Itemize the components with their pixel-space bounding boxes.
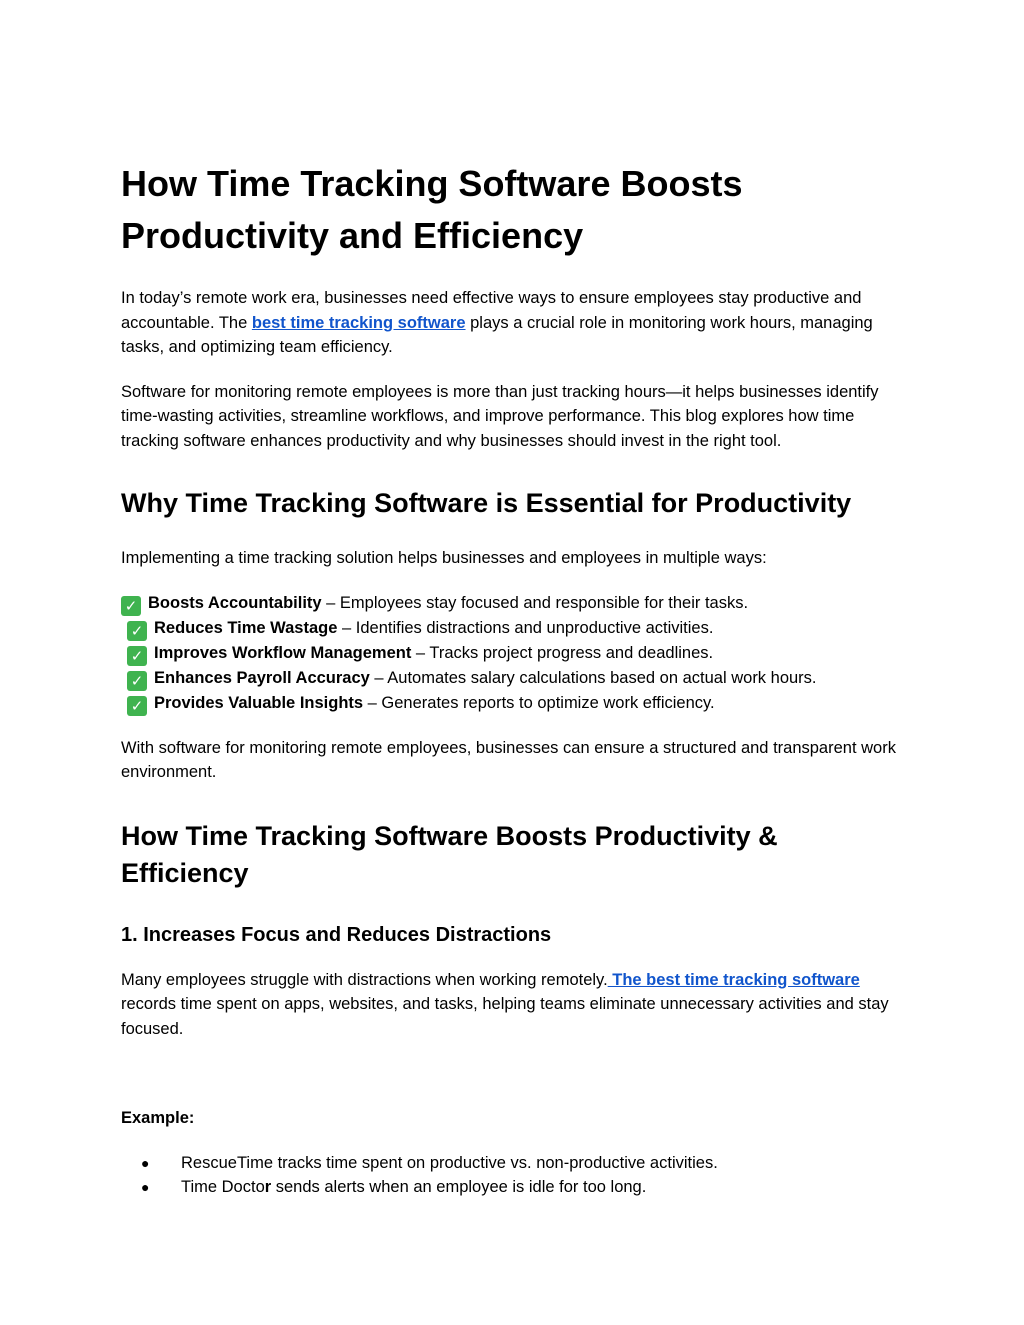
intro-text-after: plays a crucial role in monitoring work hours, managing tasks, and optimizing team efficiency. bbox=[121, 313, 873, 356]
section-why-lead: Implementing a time tracking solution helps businesses and employees in multiple ways: bbox=[121, 549, 767, 567]
check-mark-icon: ✓ bbox=[127, 696, 147, 716]
checklist-item-label: Enhances Payroll Accuracy bbox=[154, 668, 370, 687]
checklist-item-text: – Automates salary calculations based on actual work hours. bbox=[369, 668, 817, 687]
checklist-item bbox=[121, 641, 911, 666]
intro-paragraph-2: Software for monitoring remote employees is more than just tracking hours—it helps businesses identify time-wasting activities, streamline workflows, and improve performance. This blog explores how time tracking software enhances productivity and why businesses should invest in the right tool. bbox=[121, 382, 879, 450]
example-list bbox=[121, 1151, 911, 1200]
bullet-icon: ● bbox=[141, 1154, 150, 1171]
checklist-item bbox=[121, 666, 911, 691]
checklist-item-text: – Employees stay focused and responsible for their tasks. bbox=[321, 593, 749, 612]
checklist-item bbox=[121, 591, 911, 616]
checklist-item bbox=[121, 616, 911, 641]
example-item-text: RescueTime tracks time spent on productive vs. non-productive activities. bbox=[181, 1153, 718, 1172]
example-item-bold: r bbox=[264, 1178, 272, 1196]
checklist-item-text: – Tracks project progress and deadlines. bbox=[411, 643, 714, 662]
benefits-checklist bbox=[121, 591, 911, 716]
best-time-tracking-link[interactable]: best time tracking software bbox=[251, 313, 466, 332]
subsection-heading-focus: 1. Increases Focus and Reduces Distractions bbox=[121, 923, 552, 946]
example-item bbox=[121, 1151, 911, 1176]
check-mark-icon: ✓ bbox=[127, 621, 147, 641]
section-heading-why: Why Time Tracking Software is Essential for Productivity bbox=[121, 488, 852, 518]
focus-paragraph bbox=[121, 968, 911, 1042]
best-time-tracking-link-2[interactable]: The best time tracking software bbox=[607, 970, 860, 989]
focus-text-after: records time spent on apps, websites, and tasks, helping teams eliminate unnecessary activities and stay focused. bbox=[121, 995, 889, 1038]
example-item-text: Time Docto bbox=[181, 1178, 265, 1196]
section-why-closing: With software for monitoring remote employees, businesses can ensure a structured and transparent work environment. bbox=[121, 738, 896, 781]
checklist-item-text: – Identifies distractions and unproductive activities. bbox=[337, 618, 714, 637]
section-heading-how: How Time Tracking Software Boosts Productivity & Efficiency bbox=[121, 820, 778, 888]
checklist-item-label: Reduces Time Wastage bbox=[154, 618, 338, 637]
intro-paragraph-1 bbox=[121, 286, 911, 360]
checklist-item-label: Provides Valuable Insights bbox=[154, 693, 364, 712]
page-title: How Time Tracking Software Boosts Productivity and Efficiency bbox=[121, 163, 743, 256]
check-mark-icon: ✓ bbox=[121, 596, 141, 616]
check-mark-icon: ✓ bbox=[127, 671, 147, 691]
example-label: Example: bbox=[121, 1109, 195, 1127]
focus-text-before: Many employees struggle with distractions when working remotely. bbox=[121, 970, 608, 989]
check-mark-icon: ✓ bbox=[127, 646, 147, 666]
checklist-item-label: Improves Workflow Management bbox=[154, 643, 412, 662]
example-item bbox=[121, 1175, 911, 1200]
intro-text-before: In today’s remote work era, businesses need effective ways to ensure employees stay productive and accountable. The bbox=[121, 289, 862, 332]
checklist-item bbox=[121, 691, 911, 716]
checklist-item-label: Boosts Accountability bbox=[148, 593, 322, 612]
checklist-item-text: – Generates reports to optimize work efficiency. bbox=[363, 693, 715, 712]
document-page bbox=[121, 158, 911, 1200]
example-item-text-after: sends alerts when an employee is idle for too long. bbox=[271, 1178, 647, 1196]
bullet-icon: ● bbox=[141, 1179, 150, 1195]
